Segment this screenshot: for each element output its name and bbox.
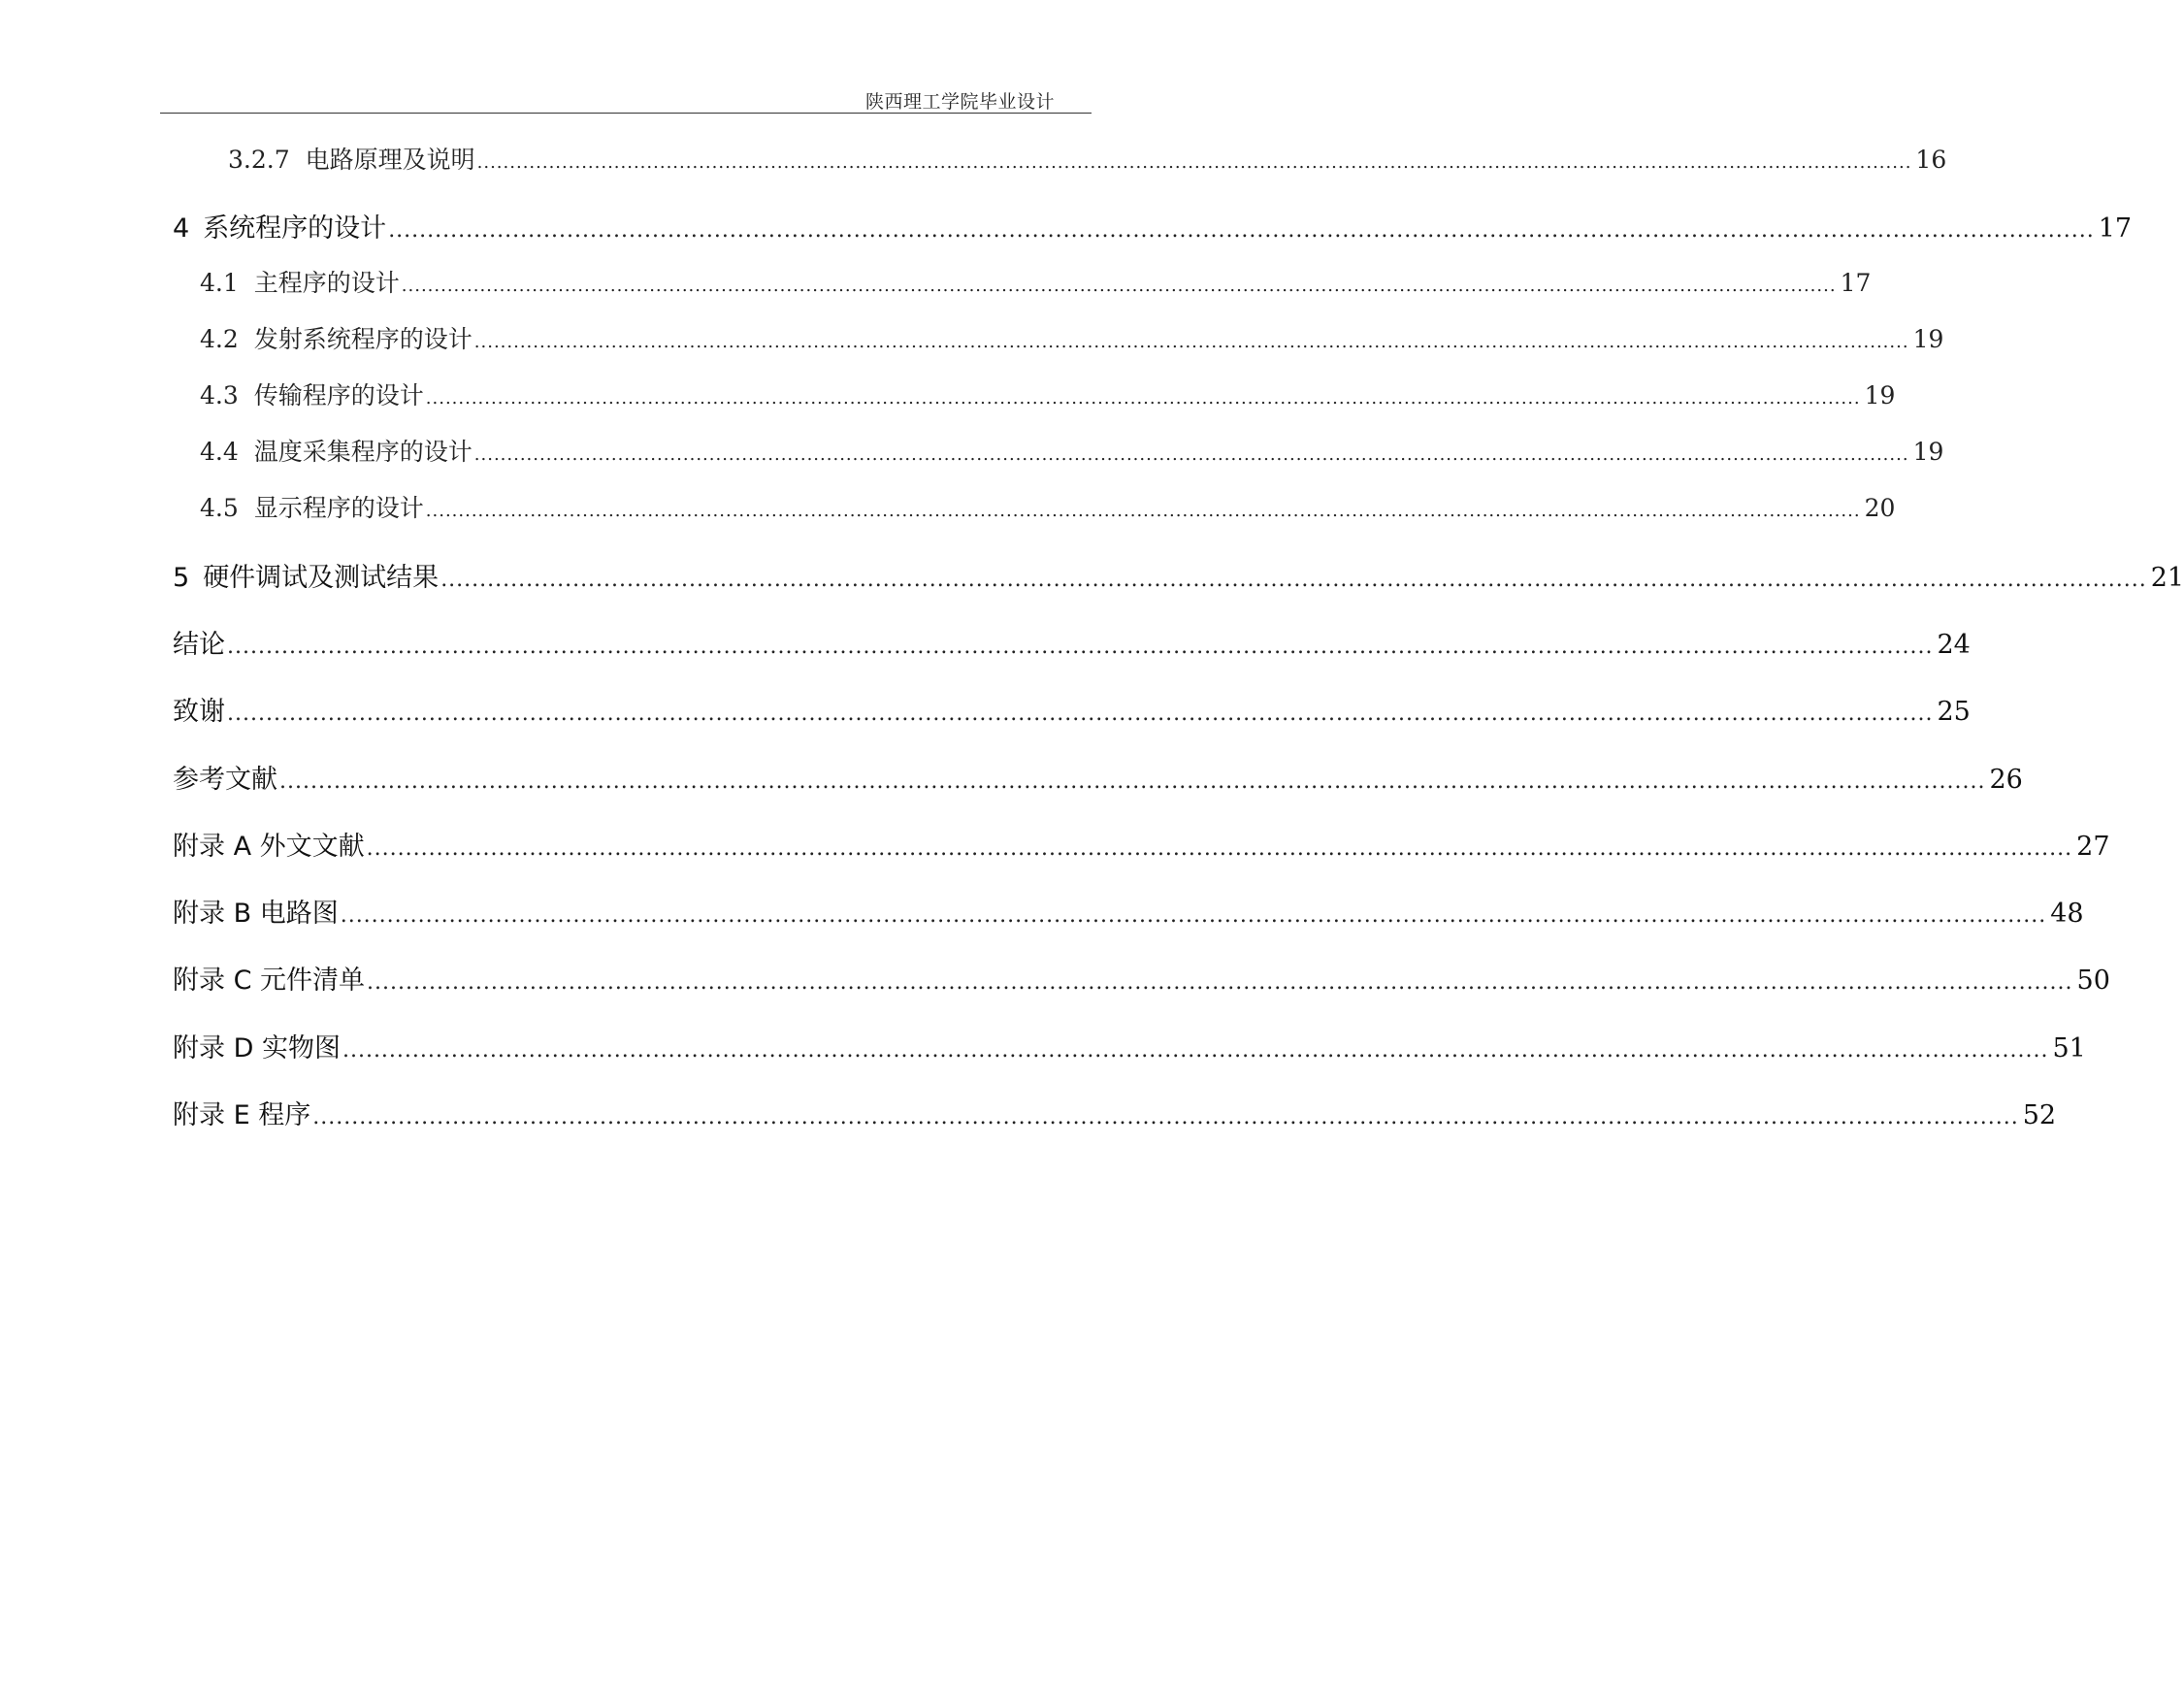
toc-dot-leader: ............................................................................................................................................................................................................................ <box>476 152 1912 173</box>
toc-entry-page: 25 <box>1937 697 1971 727</box>
toc-entry-page: 19 <box>1912 325 1944 353</box>
toc-entry-title: 附录 C 元件清单 <box>173 966 366 996</box>
toc-dot-leader: ............................................................................................................................................................................................................................ <box>366 836 2073 861</box>
toc-entry-page: 17 <box>2098 213 2133 244</box>
toc-entry-title: 主程序的设计 <box>253 269 400 297</box>
toc-entry-page: 52 <box>2022 1100 2057 1130</box>
toc-dot-leader: ............................................................................................................................................................................................................................ <box>473 332 1909 352</box>
toc-dot-leader: ............................................................................................................................................................................................................................ <box>342 1038 2049 1063</box>
toc-dot-leader: ............................................................................................................................................................................................................................ <box>227 635 1934 659</box>
toc-dot-leader: ............................................................................................................................................................................................................................ <box>425 501 1861 521</box>
toc-entry-title: 系统程序的设计 <box>203 213 387 244</box>
toc-entry-title: 附录 B 电路图 <box>173 899 339 929</box>
toc-entry-title: 致谢 <box>173 697 225 727</box>
toc-dot-leader: ............................................................................................................................................................................................................................ <box>401 276 1837 296</box>
toc-entry-number: 4.4 <box>200 438 239 466</box>
toc-dot-leader: ............................................................................................................................................................................................................................ <box>440 568 2147 592</box>
toc-entry-number: 4.1 <box>200 269 239 297</box>
toc-entry-number: 4.3 <box>200 381 239 409</box>
header-rule <box>160 113 1092 114</box>
header-title: 陕西理工学院毕业设计 <box>864 91 1055 113</box>
toc-entry[interactable] <box>0 264 1872 299</box>
toc-dot-leader: ............................................................................................................................................................................................................................ <box>367 970 2073 995</box>
toc-entry-title: 附录 A 外文文献 <box>173 832 365 862</box>
toc-entry-title: 结论 <box>173 630 225 660</box>
toc-entry-page: 27 <box>2076 832 2110 862</box>
toc-entry-page: 19 <box>1864 381 1896 409</box>
toc-entry-number: 4.5 <box>200 494 239 522</box>
toc-entry-page: 24 <box>1937 630 1971 660</box>
toc-entry-title: 参考文献 <box>173 765 277 795</box>
toc-entry[interactable] <box>0 892 2084 930</box>
toc-dot-leader: ............................................................................................................................................................................................................................ <box>340 903 2047 928</box>
toc-entry[interactable] <box>0 376 1896 411</box>
toc-entry[interactable] <box>0 433 1944 468</box>
toc-dot-leader: ............................................................................................................................................................................................................................ <box>473 444 1909 465</box>
toc-entry-page: 17 <box>1840 269 1872 297</box>
toc-entry[interactable] <box>0 556 2184 594</box>
toc-entry-page: 51 <box>2052 1033 2086 1064</box>
toc-entry-title: 温度采集程序的设计 <box>253 438 473 466</box>
toc-entry-number: 3.2.7 <box>228 146 290 174</box>
toc-entry[interactable] <box>0 489 1896 524</box>
toc-entry-number: 5 <box>173 563 190 593</box>
toc-entry-number: 4 <box>173 213 190 244</box>
toc-entry-page: 16 <box>1915 146 1947 174</box>
toc-entry[interactable] <box>0 690 1971 728</box>
toc-dot-leader: ............................................................................................................................................................................................................................ <box>227 702 1934 726</box>
toc-entry[interactable] <box>0 1094 2057 1131</box>
toc-entry-page: 26 <box>1989 765 2023 795</box>
toc-entry-page: 48 <box>2050 899 2084 929</box>
toc-entry-page: 19 <box>1912 438 1944 466</box>
toc-entry[interactable] <box>0 623 1971 661</box>
toc-entry-title: 显示程序的设计 <box>253 494 424 522</box>
toc-dot-leader: ............................................................................................................................................................................................................................ <box>279 769 1986 794</box>
toc-entry[interactable] <box>0 825 2110 863</box>
toc-entry-title: 发射系统程序的设计 <box>253 325 473 353</box>
toc-entry[interactable] <box>0 1027 2086 1064</box>
toc-entry-title: 附录 E 程序 <box>173 1100 311 1130</box>
toc-entry-page: 21 <box>2150 563 2184 593</box>
toc-entry-title: 硬件调试及测试结果 <box>203 563 440 593</box>
toc-entry[interactable] <box>0 320 1944 355</box>
toc-dot-leader: ............................................................................................................................................................................................................................ <box>312 1105 2019 1129</box>
toc-dot-leader: ............................................................................................................................................................................................................................ <box>388 218 2095 243</box>
toc-entry-page: 20 <box>1864 494 1896 522</box>
toc-entry-page: 50 <box>2076 966 2110 996</box>
toc-dot-leader: ............................................................................................................................................................................................................................ <box>425 388 1861 409</box>
toc-entry[interactable] <box>0 207 2133 245</box>
toc-entry-title: 附录 D 实物图 <box>173 1033 341 1064</box>
toc-entry-title: 传输程序的设计 <box>253 381 424 409</box>
toc-entry[interactable] <box>0 959 2110 997</box>
toc-entry-number: 4.2 <box>200 325 239 353</box>
toc-entry[interactable] <box>0 758 2023 796</box>
toc-entry[interactable] <box>0 141 1947 176</box>
toc-entry-title: 电路原理及说明 <box>305 146 475 174</box>
page-header <box>160 85 1092 115</box>
